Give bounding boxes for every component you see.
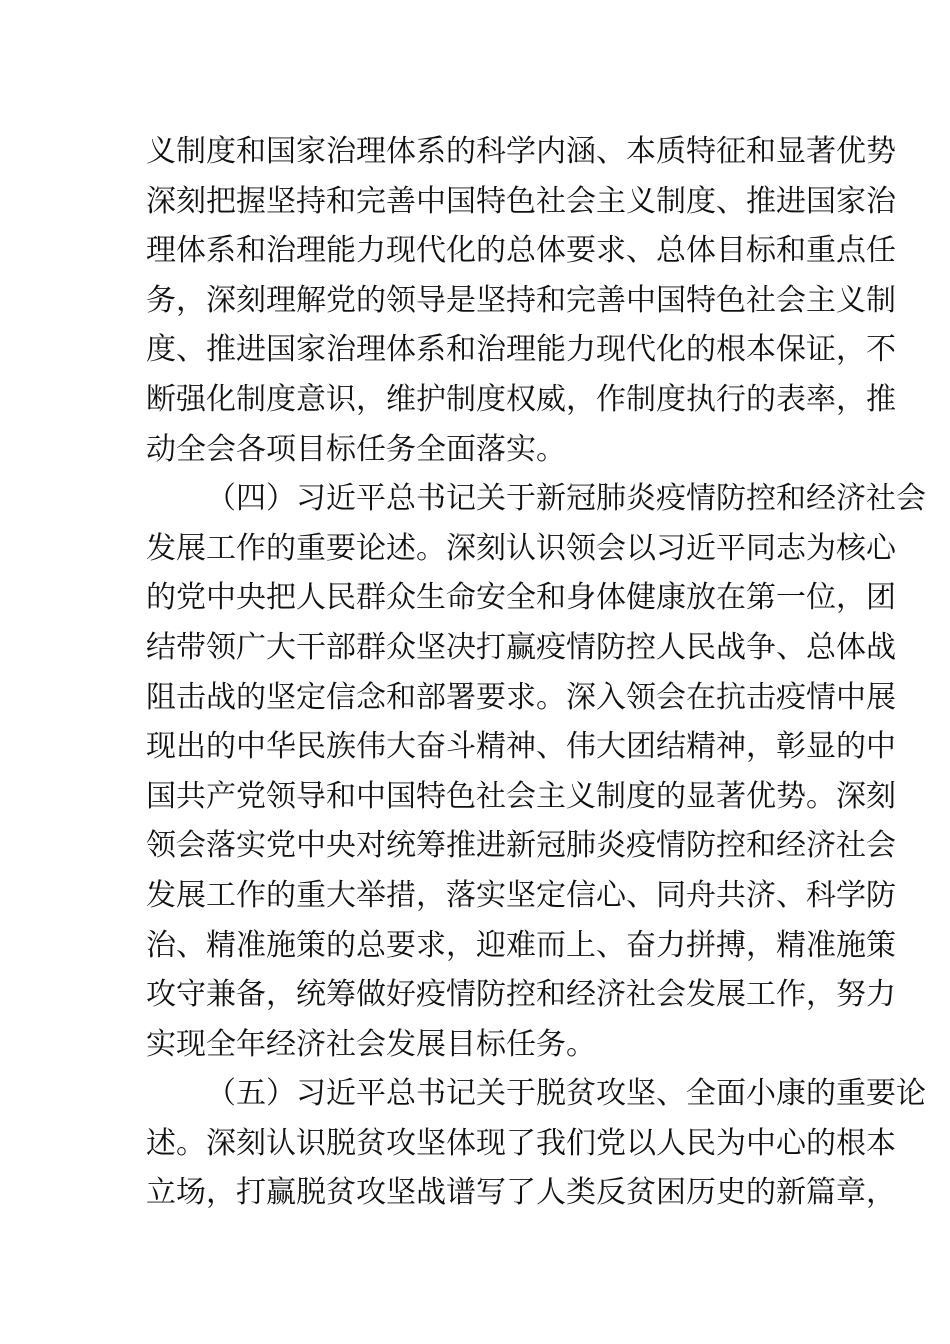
text-line: 治、精准施策的总要求，迎难而上、奋力拼搏，精准施策 [146, 927, 896, 963]
text-line: 义制度和国家治理体系的科学内涵、本质特征和显著优势 [146, 134, 896, 169]
text-line: 国共产党领导和中国特色社会主义制度的显著优势。深刻 [146, 778, 896, 814]
text-line: 的党中央把人民群众生命安全和身体健康放在第一位，团 [146, 580, 896, 616]
text-line: 务，深刻理解党的领导是坚持和完善中国特色社会主义制 [146, 282, 896, 318]
text-line: 实现全年经济社会发展目标任务。 [146, 1026, 596, 1062]
text-line: 动全会各项目标任务全面落实。 [146, 431, 566, 467]
text-line: 度、推进国家治理体系和治理能力现代化的根本保证，不 [146, 332, 896, 368]
section-heading-4: （四）习近平总书记关于新冠肺炎疫情防控和经济社会 [206, 481, 926, 517]
text-line: 深刻把握坚持和完善中国特色社会主义制度、推进国家治 [146, 183, 896, 219]
text-line: 理体系和治理能力现代化的总体要求、总体目标和重点任 [146, 233, 896, 269]
text-line: 结带领广大干部群众坚决打赢疫情防控人民战争、总体战 [146, 629, 896, 665]
text-line: 攻守兼备，统筹做好疫情防控和经济社会发展工作，努力 [146, 977, 896, 1013]
text-line: 发展工作的重大举措，落实坚定信心、同舟共济、科学防 [146, 877, 896, 913]
text-line: 立场，打赢脱贫攻坚战谱写了人类反贫困历史的新篇章， [146, 1175, 896, 1211]
text-line: 领会落实党中央对统筹推进新冠肺炎疫情防控和经济社会 [146, 828, 896, 864]
text-line: 断强化制度意识，维护制度权威，作制度执行的表率，推 [146, 381, 896, 417]
section-heading-5: （五）习近平总书记关于脱贫攻坚、全面小康的重要论 [206, 1076, 926, 1112]
text-line: 述。深刻认识脱贫攻坚体现了我们党以人民为中心的根本 [146, 1125, 896, 1161]
document-body [146, 127, 926, 1218]
text-line: 阻击战的坚定信念和部署要求。深入领会在抗击疫情中展 [146, 679, 896, 715]
text-line: 现出的中华民族伟大奋斗精神、伟大团结精神，彰显的中 [146, 729, 896, 765]
text-line: 发展工作的重要论述。深刻认识领会以习近平同志为核心 [146, 530, 896, 566]
